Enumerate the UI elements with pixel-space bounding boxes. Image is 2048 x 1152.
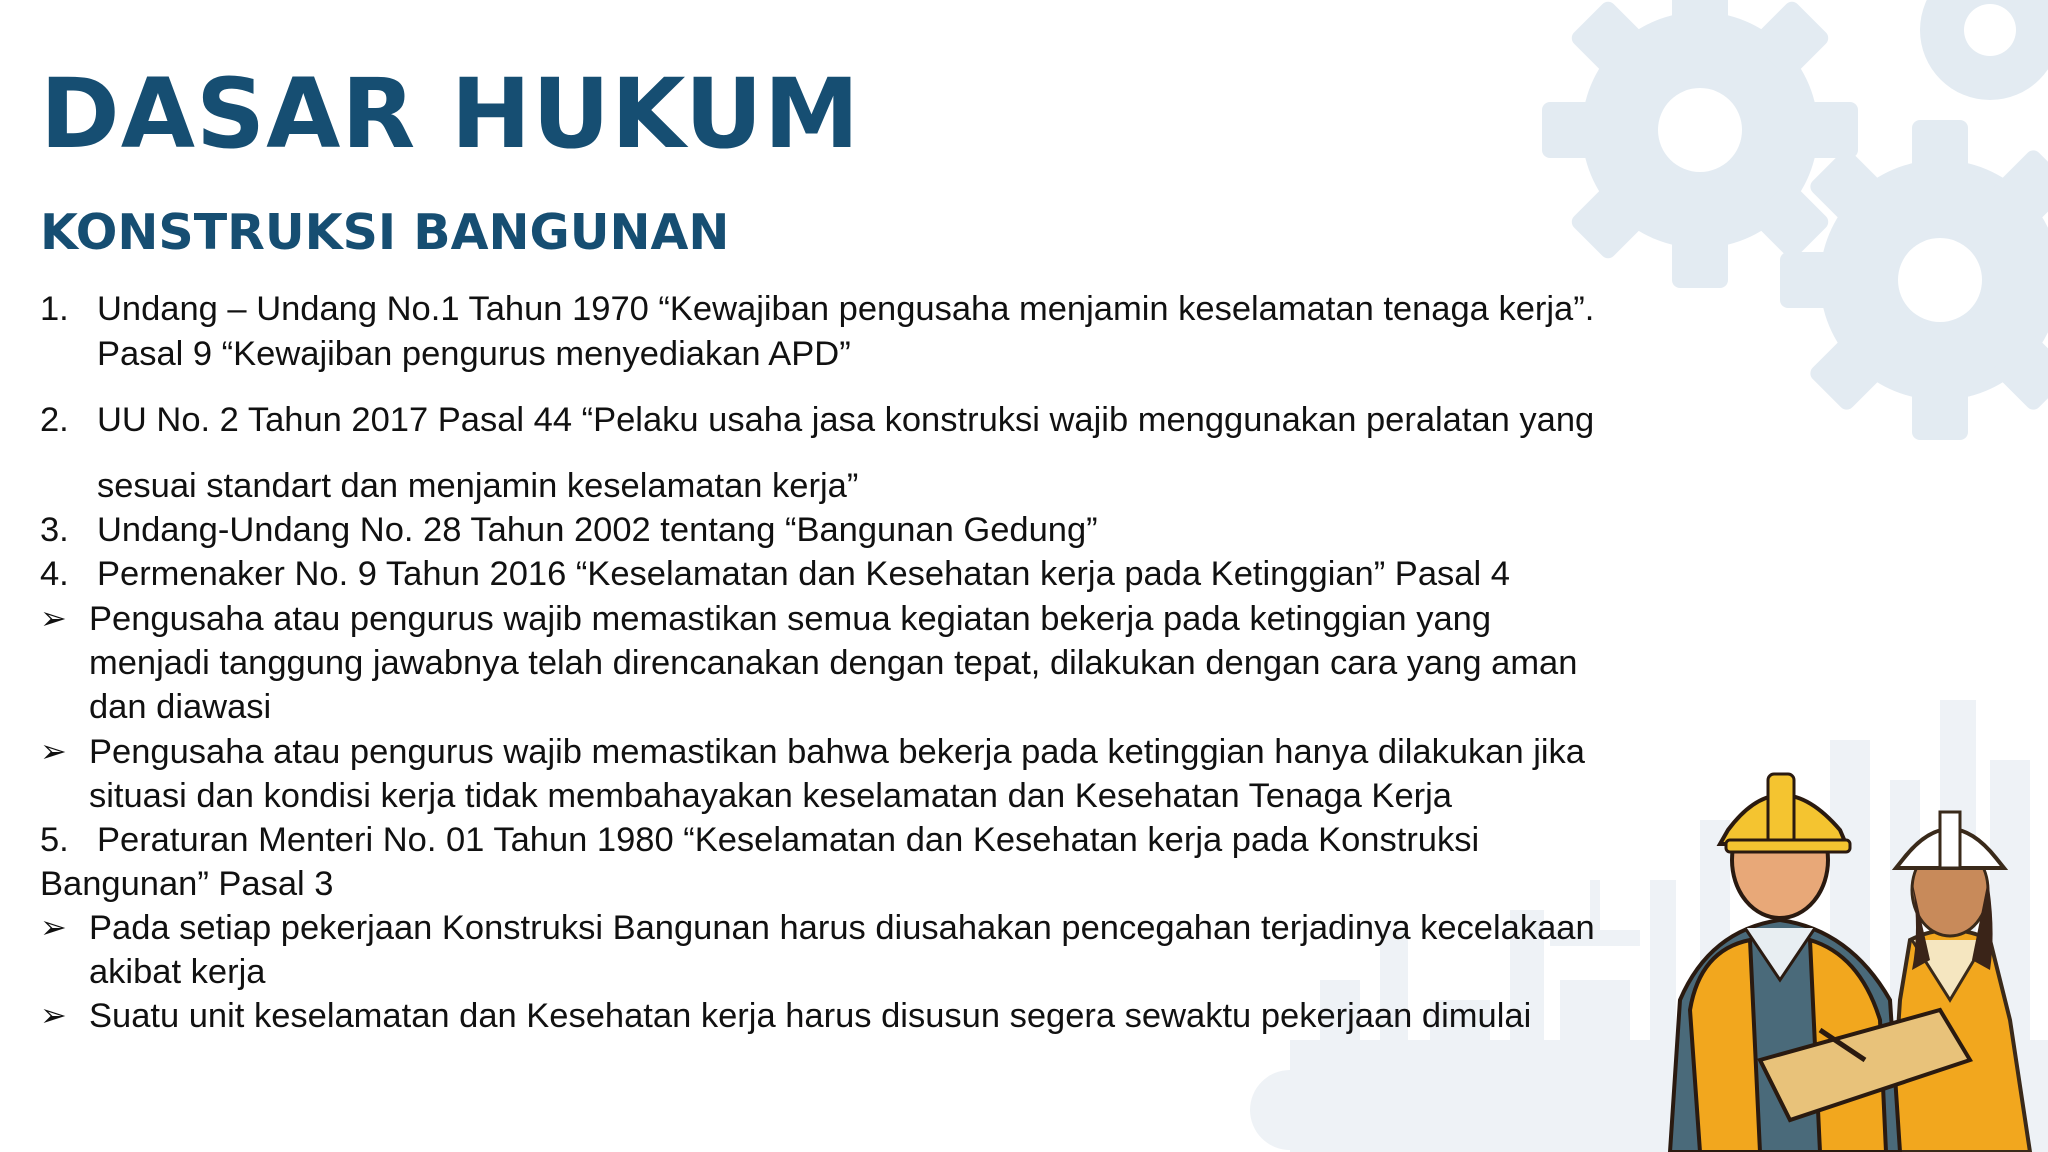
list-item-line: Suatu unit keselamatan dan Kesehatan kerja harus disusun segera sewaktu pekerjaan dimulai	[89, 997, 1532, 1035]
gear-icon	[1920, 0, 2048, 100]
arrow-bullet-icon: ➢	[40, 997, 67, 1033]
list-item-line: Pengusaha atau pengurus wajib memastikan semua kegiatan bekerja pada ketinggian yang	[89, 600, 1492, 638]
list-item-line: Pasal 9 “Kewajiban pengurus menyediakan APD”	[97, 335, 851, 373]
list-item-line: Pengusaha atau pengurus wajib memastikan bahwa bekerja pada ketinggian hanya dilakukan jika	[89, 733, 1585, 771]
list-item-line: akibat kerja	[89, 953, 266, 991]
gear-icon	[1780, 120, 2048, 440]
arrow-bullet-icon: ➢	[40, 600, 67, 636]
list-item-line: sesuai standart dan menjamin keselamatan kerja”	[97, 467, 859, 505]
list-number: 4.	[40, 555, 69, 593]
list-item-line: Pada setiap pekerjaan Konstruksi Bangunan harus diusahakan pencegahan terjadinya kecelakaan	[89, 909, 1595, 947]
list-number: 2.	[40, 401, 69, 439]
list-number: 1.	[40, 290, 69, 328]
list-item-line: UU No. 2 Tahun 2017 Pasal 44 “Pelaku usaha jasa konstruksi wajib menggunakan peralatan yang	[97, 401, 1595, 439]
page-title: DASAR HUKUM	[40, 58, 861, 170]
section-subtitle: KONSTRUKSI BANGUNAN	[40, 204, 730, 261]
arrow-bullet-icon: ➢	[40, 909, 67, 945]
list-item-line: dan diawasi	[89, 688, 272, 726]
worker-female	[1890, 812, 2030, 1152]
list-item-line: Undang – Undang No.1 Tahun 1970 “Kewajiban pengusaha menjamin keselamatan tenaga kerja”.	[97, 290, 1595, 328]
construction-workers	[1650, 760, 2048, 1152]
list-number: 3.	[40, 511, 69, 549]
list-item-line: Permenaker No. 9 Tahun 2016 “Keselamatan dan Kesehatan kerja pada Ketinggian” Pasal 4	[97, 555, 1510, 593]
list-item-line: Bangunan” Pasal 3	[40, 865, 334, 903]
list-item-line: menjadi tanggung jawabnya telah direncanakan dengan tepat, dilakukan dengan cara yang aman	[89, 644, 1578, 682]
list-item-line: Peraturan Menteri No. 01 Tahun 1980 “Keselamatan dan Kesehatan kerja pada Konstruksi	[97, 821, 1480, 859]
list-item-line: Undang-Undang No. 28 Tahun 2002 tentang “Bangunan Gedung”	[97, 511, 1098, 549]
arrow-bullet-icon: ➢	[40, 733, 67, 769]
list-number: 5.	[40, 821, 69, 859]
list-item-line: situasi dan kondisi kerja tidak membahayakan keselamatan dan Kesehatan Tenaga Kerja	[89, 777, 1452, 815]
gears-decoration	[1520, 0, 2048, 450]
gear-icon	[1542, 0, 1858, 288]
